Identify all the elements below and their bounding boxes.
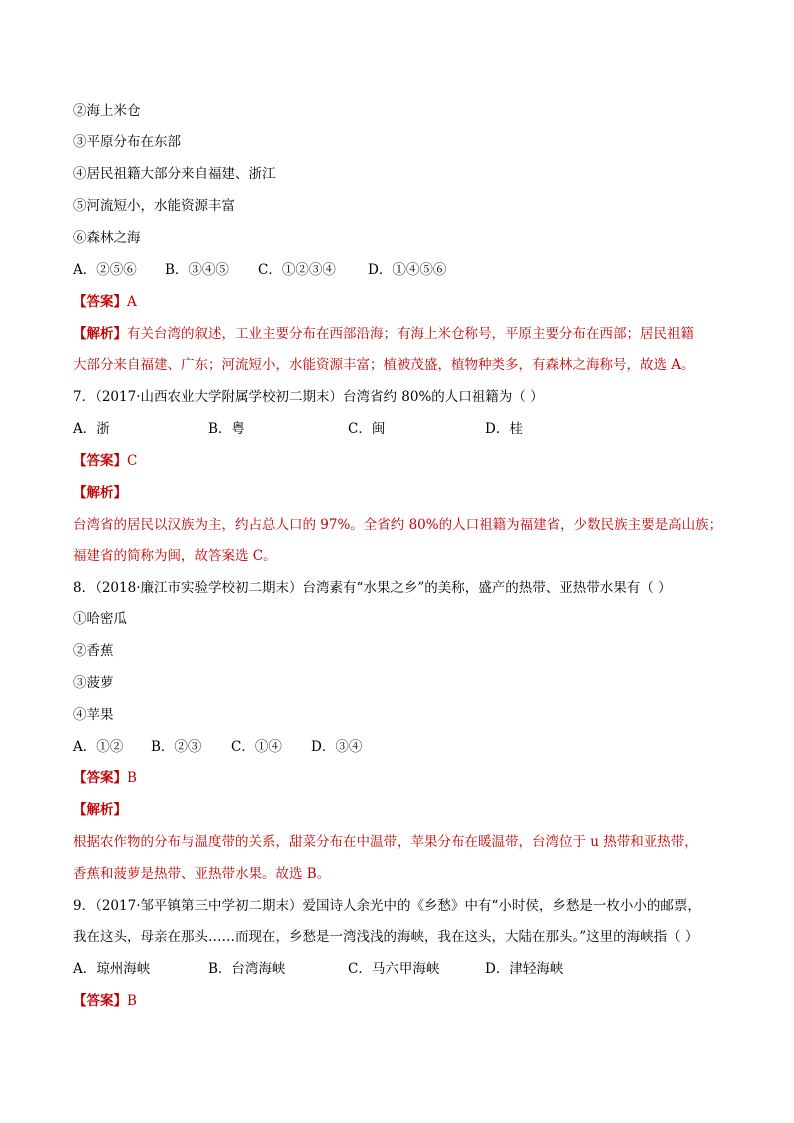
q8-item-1: ①哈密瓜 [73,611,127,627]
q6-item-4: ④居民祖籍大部分来自福建、浙江 [73,166,276,182]
q7-question: 7．（2017·山西农业大学附属学校初二期末）台湾省约 80%的人口祖籍为（ ） [73,389,544,405]
q9-option-d: D．津轻海峡 [485,961,564,977]
q9-option-c: C．马六甲海峡 [348,961,440,977]
q8-analysis-line-2: 香蕉和菠萝是热带、亚热带水果。故选 B。 [73,866,331,882]
analysis-text: 有关台湾的叙述，工业主要分布在西部沿海；有海上米仓称号，平原主要分布在西部；居民祖籍 [127,326,694,342]
q6-option-a: A．②⑤⑥ [73,262,137,278]
q9-options [73,959,563,979]
q6-option-d: D．①④⑤⑥ [368,262,447,278]
q9-option-b: B．台湾海峡 [208,961,286,977]
q7-analysis-heading [73,483,127,503]
q8-option-c: C．①④ [231,739,282,755]
q6-item-2: ②海上米仓 [73,103,141,119]
answer-label: 【答案】 [73,294,127,310]
answer-value: A [127,294,137,310]
q6-analysis-line-1 [73,324,694,344]
q9-question-line-2: 我在这头，母亲在那头……而现在，乡愁是一湾浅浅的海峡，我在这头，大陆在那头。”这里的海峡指（ ） [73,929,699,945]
q6-option-b: B．③④⑤ [165,262,229,278]
q6-item-5: ⑤河流短小，水能资源丰富 [73,198,235,214]
answer-label: 【答案】 [73,770,127,786]
q8-item-2: ②香蕉 [73,643,114,659]
q6-option-c: C．①②③④ [258,262,336,278]
analysis-label: 【解析】 [73,802,127,818]
q9-question-line-1: 9．（2017·邹平镇第三中学初二期末）爱国诗人余光中的《乡愁》中有“小时侯，乡愁是一枚小小的邮票， [73,898,701,914]
q8-question: 8．（2018·廉江市实验学校初二期末）台湾素有“水果之乡”的美称，盛产的热带、亚热带水果有（ ） [73,580,672,596]
q8-analysis-heading [73,800,127,820]
q8-option-a: A．①② [73,739,124,755]
q6-answer [73,292,137,312]
q6-item-3: ③平原分布在东部 [73,134,181,150]
q7-option-a: A．浙 [73,421,110,437]
q8-answer [73,768,137,788]
q7-answer [73,451,137,471]
q9-option-a: A．琼州海峡 [73,961,151,977]
q8-option-d: D．③④ [311,739,363,755]
analysis-label: 【解析】 [73,326,127,342]
q8-item-3: ③菠萝 [73,675,114,691]
q6-item-6: ⑥森林之海 [73,230,141,246]
q8-item-4: ④苹果 [73,707,114,723]
q6-analysis-line-2: 大部分来自福建、广东；河流短小，水能资源丰富；植被茂盛，植物种类多，有森林之海称号，故选 A。 [73,357,695,373]
q8-options [73,737,362,757]
q7-option-b: B．粤 [208,421,245,437]
answer-label: 【答案】 [73,993,127,1009]
analysis-label: 【解析】 [73,485,127,501]
q7-option-c: C．闽 [348,421,386,437]
answer-value: C [127,453,138,469]
q6-options [73,260,446,280]
q9-answer [73,991,137,1011]
q7-analysis-line-1: 台湾省的居民以汉族为主，约占总人口的 97%。全省约 80%的人口祖籍为福建省，少数民族主要是高山族； [73,517,723,533]
q7-options [73,419,523,439]
q7-option-d: D．桂 [485,421,523,437]
q7-analysis-line-2: 福建省的简称为闽，故答案选 C。 [73,548,277,564]
answer-value: B [127,993,137,1009]
q8-analysis-line-1: 根据农作物的分布与温度带的关系，甜菜分布在中温带，苹果分布在暖温带，台湾位于 u 热带和亚热带， [73,834,698,850]
answer-label: 【答案】 [73,453,127,469]
answer-value: B [127,770,137,786]
q8-option-b: B．②③ [151,739,202,755]
